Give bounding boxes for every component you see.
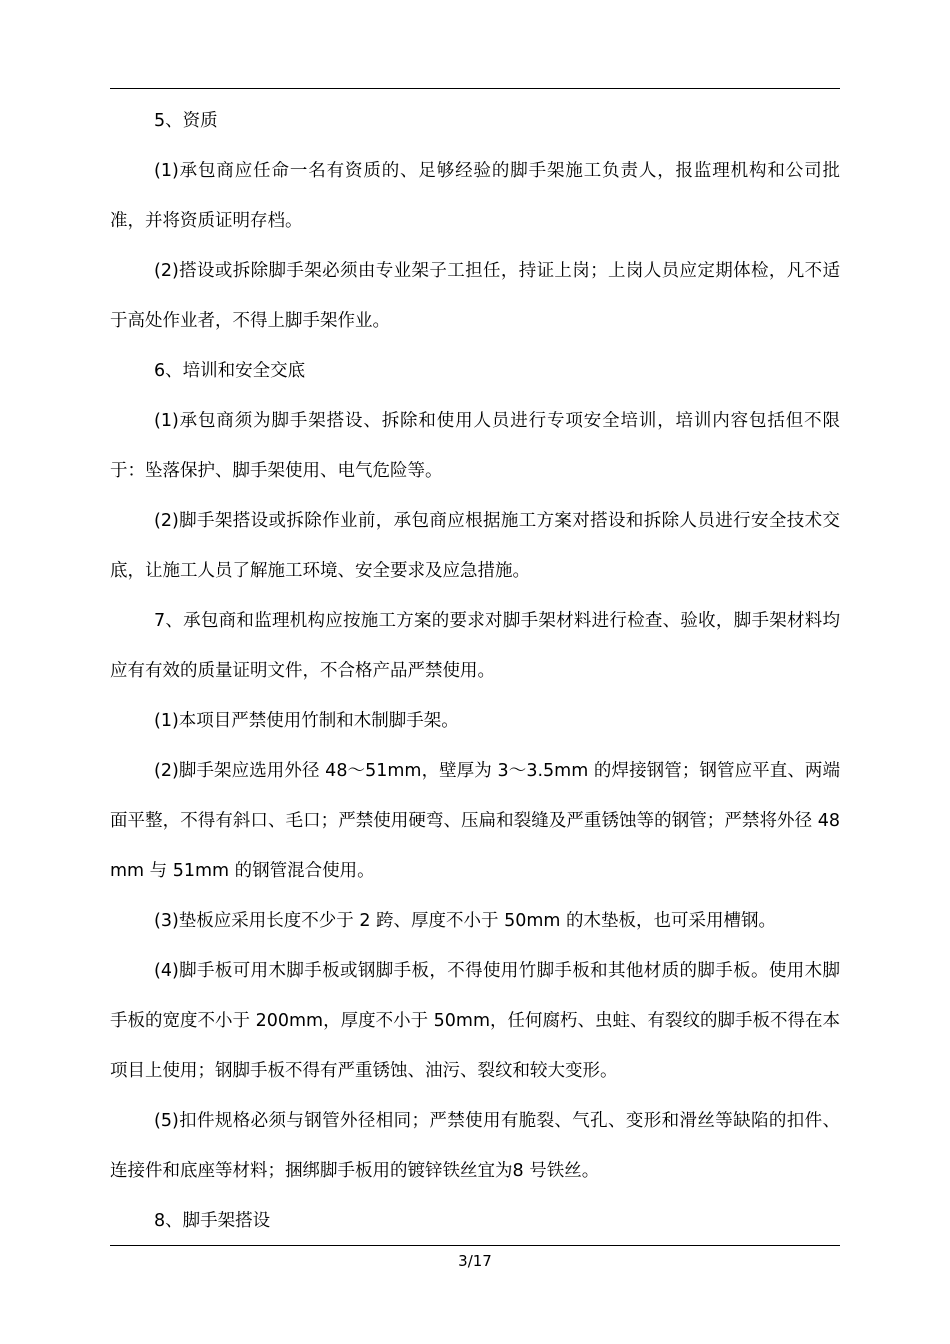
section-heading-qualification: 5、资质 bbox=[154, 111, 218, 131]
paragraph: (1)承包商应任命一名有资质的、足够经验的脚手架施工负责人，报监理机构和公司批准，并将资质证明存档。 bbox=[110, 161, 840, 231]
footer-rule bbox=[110, 1245, 840, 1246]
header-rule bbox=[110, 88, 840, 89]
paragraph: (2)脚手架应选用外径 48～51mm，壁厚为 3～3.5mm 的焊接钢管；钢管应平直、两端面平整，不得有斜口、毛口；严禁使用硬弯、压扁和裂缝及严重锈蚀等的钢管；严禁将外径 48mm 与 51mm 的钢管混合使用。 bbox=[110, 761, 840, 881]
paragraph: (5)扣件规格必须与钢管外径相同；严禁使用有脆裂、气孔、变形和滑丝等缺陷的扣件、连接件和底座等材料；捆绑脚手板用的镀锌铁丝宜为8 号铁丝。 bbox=[110, 1111, 840, 1181]
page-number: 3/17 bbox=[458, 1252, 492, 1270]
paragraph: (2)搭设或拆除脚手架必须由专业架子工担任，持证上岗；上岗人员应定期体检，凡不适于高处作业者，不得上脚手架作业。 bbox=[110, 261, 840, 331]
document-body bbox=[110, 96, 840, 1246]
paragraph: (1)承包商须为脚手架搭设、拆除和使用人员进行专项安全培训，培训内容包括但不限于：坠落保护、脚手架使用、电气危险等。 bbox=[110, 411, 840, 481]
paragraph: (1)本项目严禁使用竹制和木制脚手架。 bbox=[154, 711, 459, 731]
section-heading-materials: 7、承包商和监理机构应按施工方案的要求对脚手架材料进行检查、验收，脚手架材料均应有有效的质量证明文件，不合格产品严禁使用。 bbox=[110, 611, 840, 681]
paragraph: (4)脚手板可用木脚手板或钢脚手板，不得使用竹脚手板和其他材质的脚手板。使用木脚手板的宽度不小于 200mm，厚度不小于 50mm，任何腐朽、虫蛀、有裂纹的脚手板不得在本项目上使用；钢脚手板不得有严重锈蚀、油污、裂纹和较大变形。 bbox=[110, 961, 840, 1081]
section-heading-training: 6、培训和安全交底 bbox=[154, 361, 306, 381]
paragraph: (2)脚手架搭设或拆除作业前，承包商应根据施工方案对搭设和拆除人员进行安全技术交底，让施工人员了解施工环境、安全要求及应急措施。 bbox=[110, 511, 840, 581]
paragraph: (3)垫板应采用长度不少于 2 跨、厚度不小于 50mm 的木垫板，也可采用槽钢。 bbox=[154, 911, 777, 931]
section-heading-erection: 8、脚手架搭设 bbox=[154, 1211, 271, 1231]
